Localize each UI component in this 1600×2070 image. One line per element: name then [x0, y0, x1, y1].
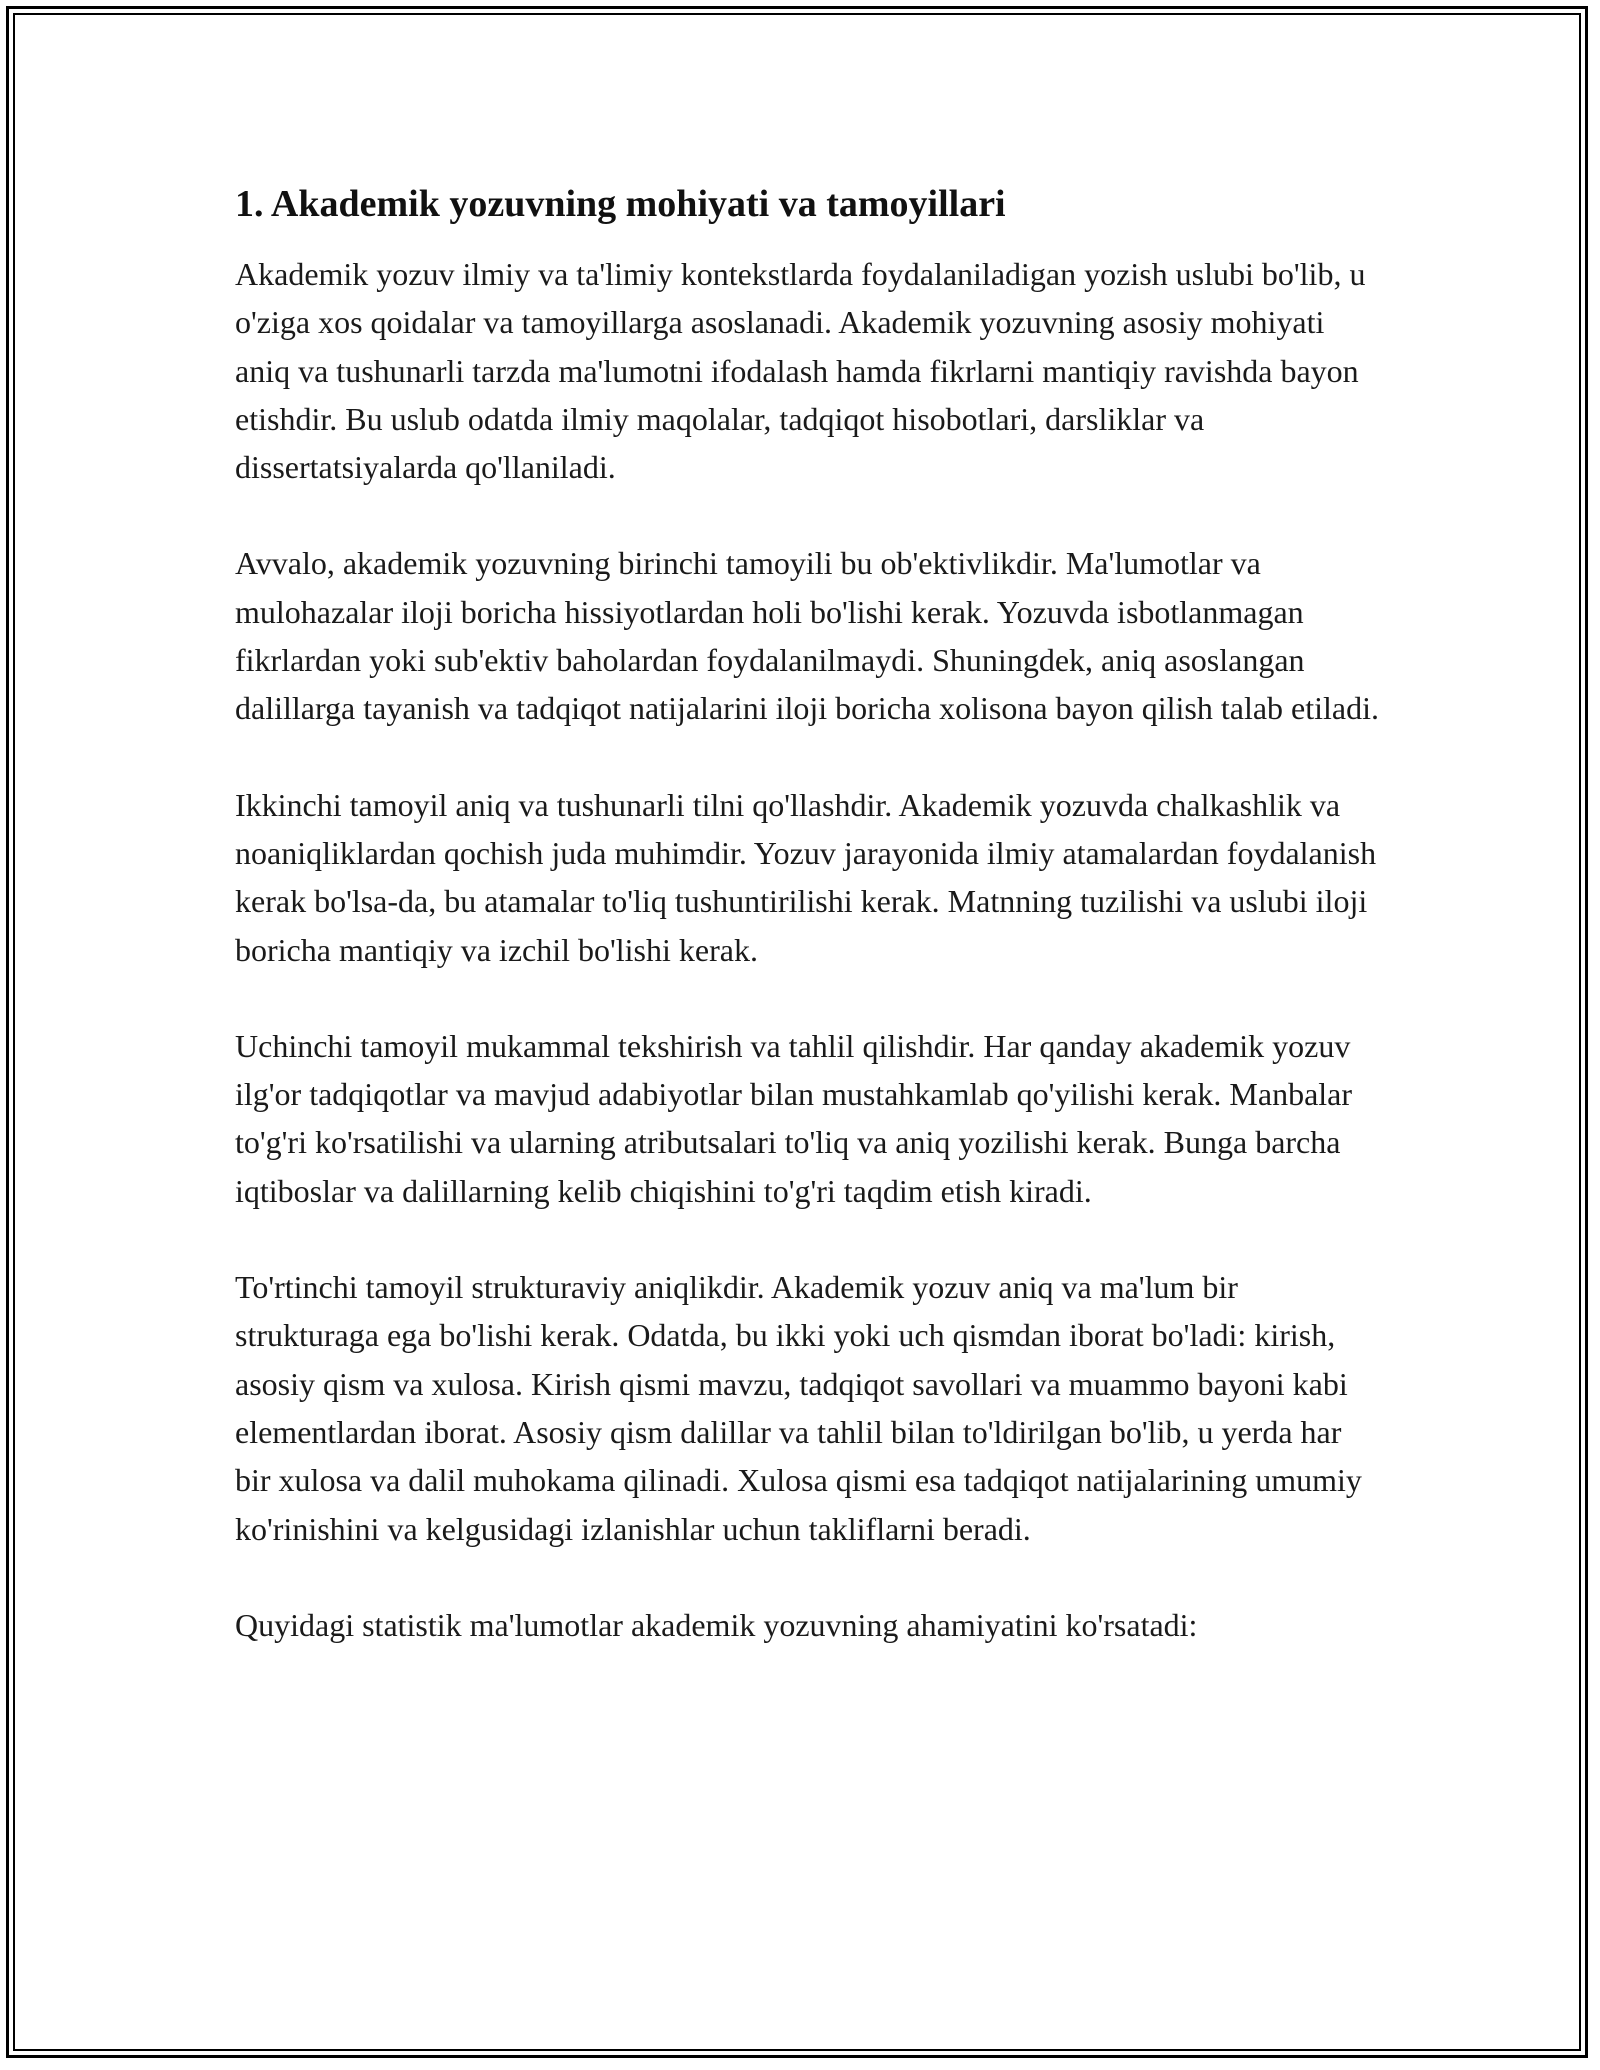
paragraph-objectivity: Avvalo, akademik yozuvning birinchi tamoyili bu ob'ektivlikdir. Ma'lumotlar va mulohazalar iloji boricha hissiyotlardan holi bo'lishi kerak. Yozuvda isbotlanmagan fikrlardan yoki sub'ektiv baholardan foydalanilmaydi. Shuningdek, aniq asoslangan dalillarga tayanish va tadqiqot natijalarini iloji boricha xolisona bayon qilish talab etiladi.: [235, 545, 1380, 727]
paragraph-structure: To'rtinchi tamoyil strukturaviy aniqlikdir. Akademik yozuv aniq va ma'lum bir strukturaga ega bo'lishi kerak. Odatda, bu ikki yoki uch qismdan iborat bo'ladi: kirish, asosiy qism va xulosa. Kirish qismi mavzu, tadqiqot savollari va muammo bayoni kabi elementlardan iborat. Asosiy qism dalillar va tahlil bilan to'ldirilgan bo'lib, u yerda har bir xulosa va dalil muhokama qilinadi. Xulosa qismi esa tadqiqot natijalarining umumiy ko'rinishini va kelgusidagi izlanishlar uchun takliflarni beradi.: [235, 1269, 1362, 1547]
section-heading: 1. Akademik yozuvning mohiyati va tamoyillari: [235, 183, 1006, 225]
document-body: [235, 180, 1380, 1697]
paragraph-essence: Akademik yozuv ilmiy va ta'limiy kontekstlarda foydalaniladigan yozish uslubi bo'lib, u o'ziga xos qoidalar va tamoyillarga asoslanadi. Akademik yozuvning asosiy mohiyati aniq va tushunarli tarzda ma'lumotni ifodalash hamda fikrlarni mantiqiy ravishda bayon etishdir. Bu uslub odatda ilmiy maqolalar, tadqiqot hisobotlari, darsliklar va dissertatsiyalarda qo'llaniladi.: [235, 256, 1366, 486]
paragraph-statistics-intro: Quyidagi statistik ma'lumotlar akademik yozuvning ahamiyatini ko'rsatadi:: [235, 1606, 1198, 1643]
paragraph-verification: Uchinchi tamoyil mukammal tekshirish va tahlil qilishdir. Har qanday akademik yozuv ilg'or tadqiqotlar va mavjud adabiyotlar bilan mustahkamlab qo'yilishi kerak. Manbalar to'g'ri ko'rsatilishi va ularning atributsalari to'liq va aniq yozilishi kerak. Bunga barcha iqtiboslar va dalillarning kelib chiqishini to'g'ri taqdim etish kiradi.: [235, 1027, 1353, 1209]
paragraph-clarity: Ikkinchi tamoyil aniq va tushunarli tilni qo'llashdir. Akademik yozuvda chalkashlik va noaniqliklardan qochish juda muhimdir. Yozuv jarayonida ilmiy atamalardan foydalanish kerak bo'lsa-da, bu atamalar to'liq tushuntirilishi kerak. Matnning tuzilishi va uslubi iloji boricha mantiqiy va izchil bo'lishi kerak.: [235, 786, 1377, 968]
